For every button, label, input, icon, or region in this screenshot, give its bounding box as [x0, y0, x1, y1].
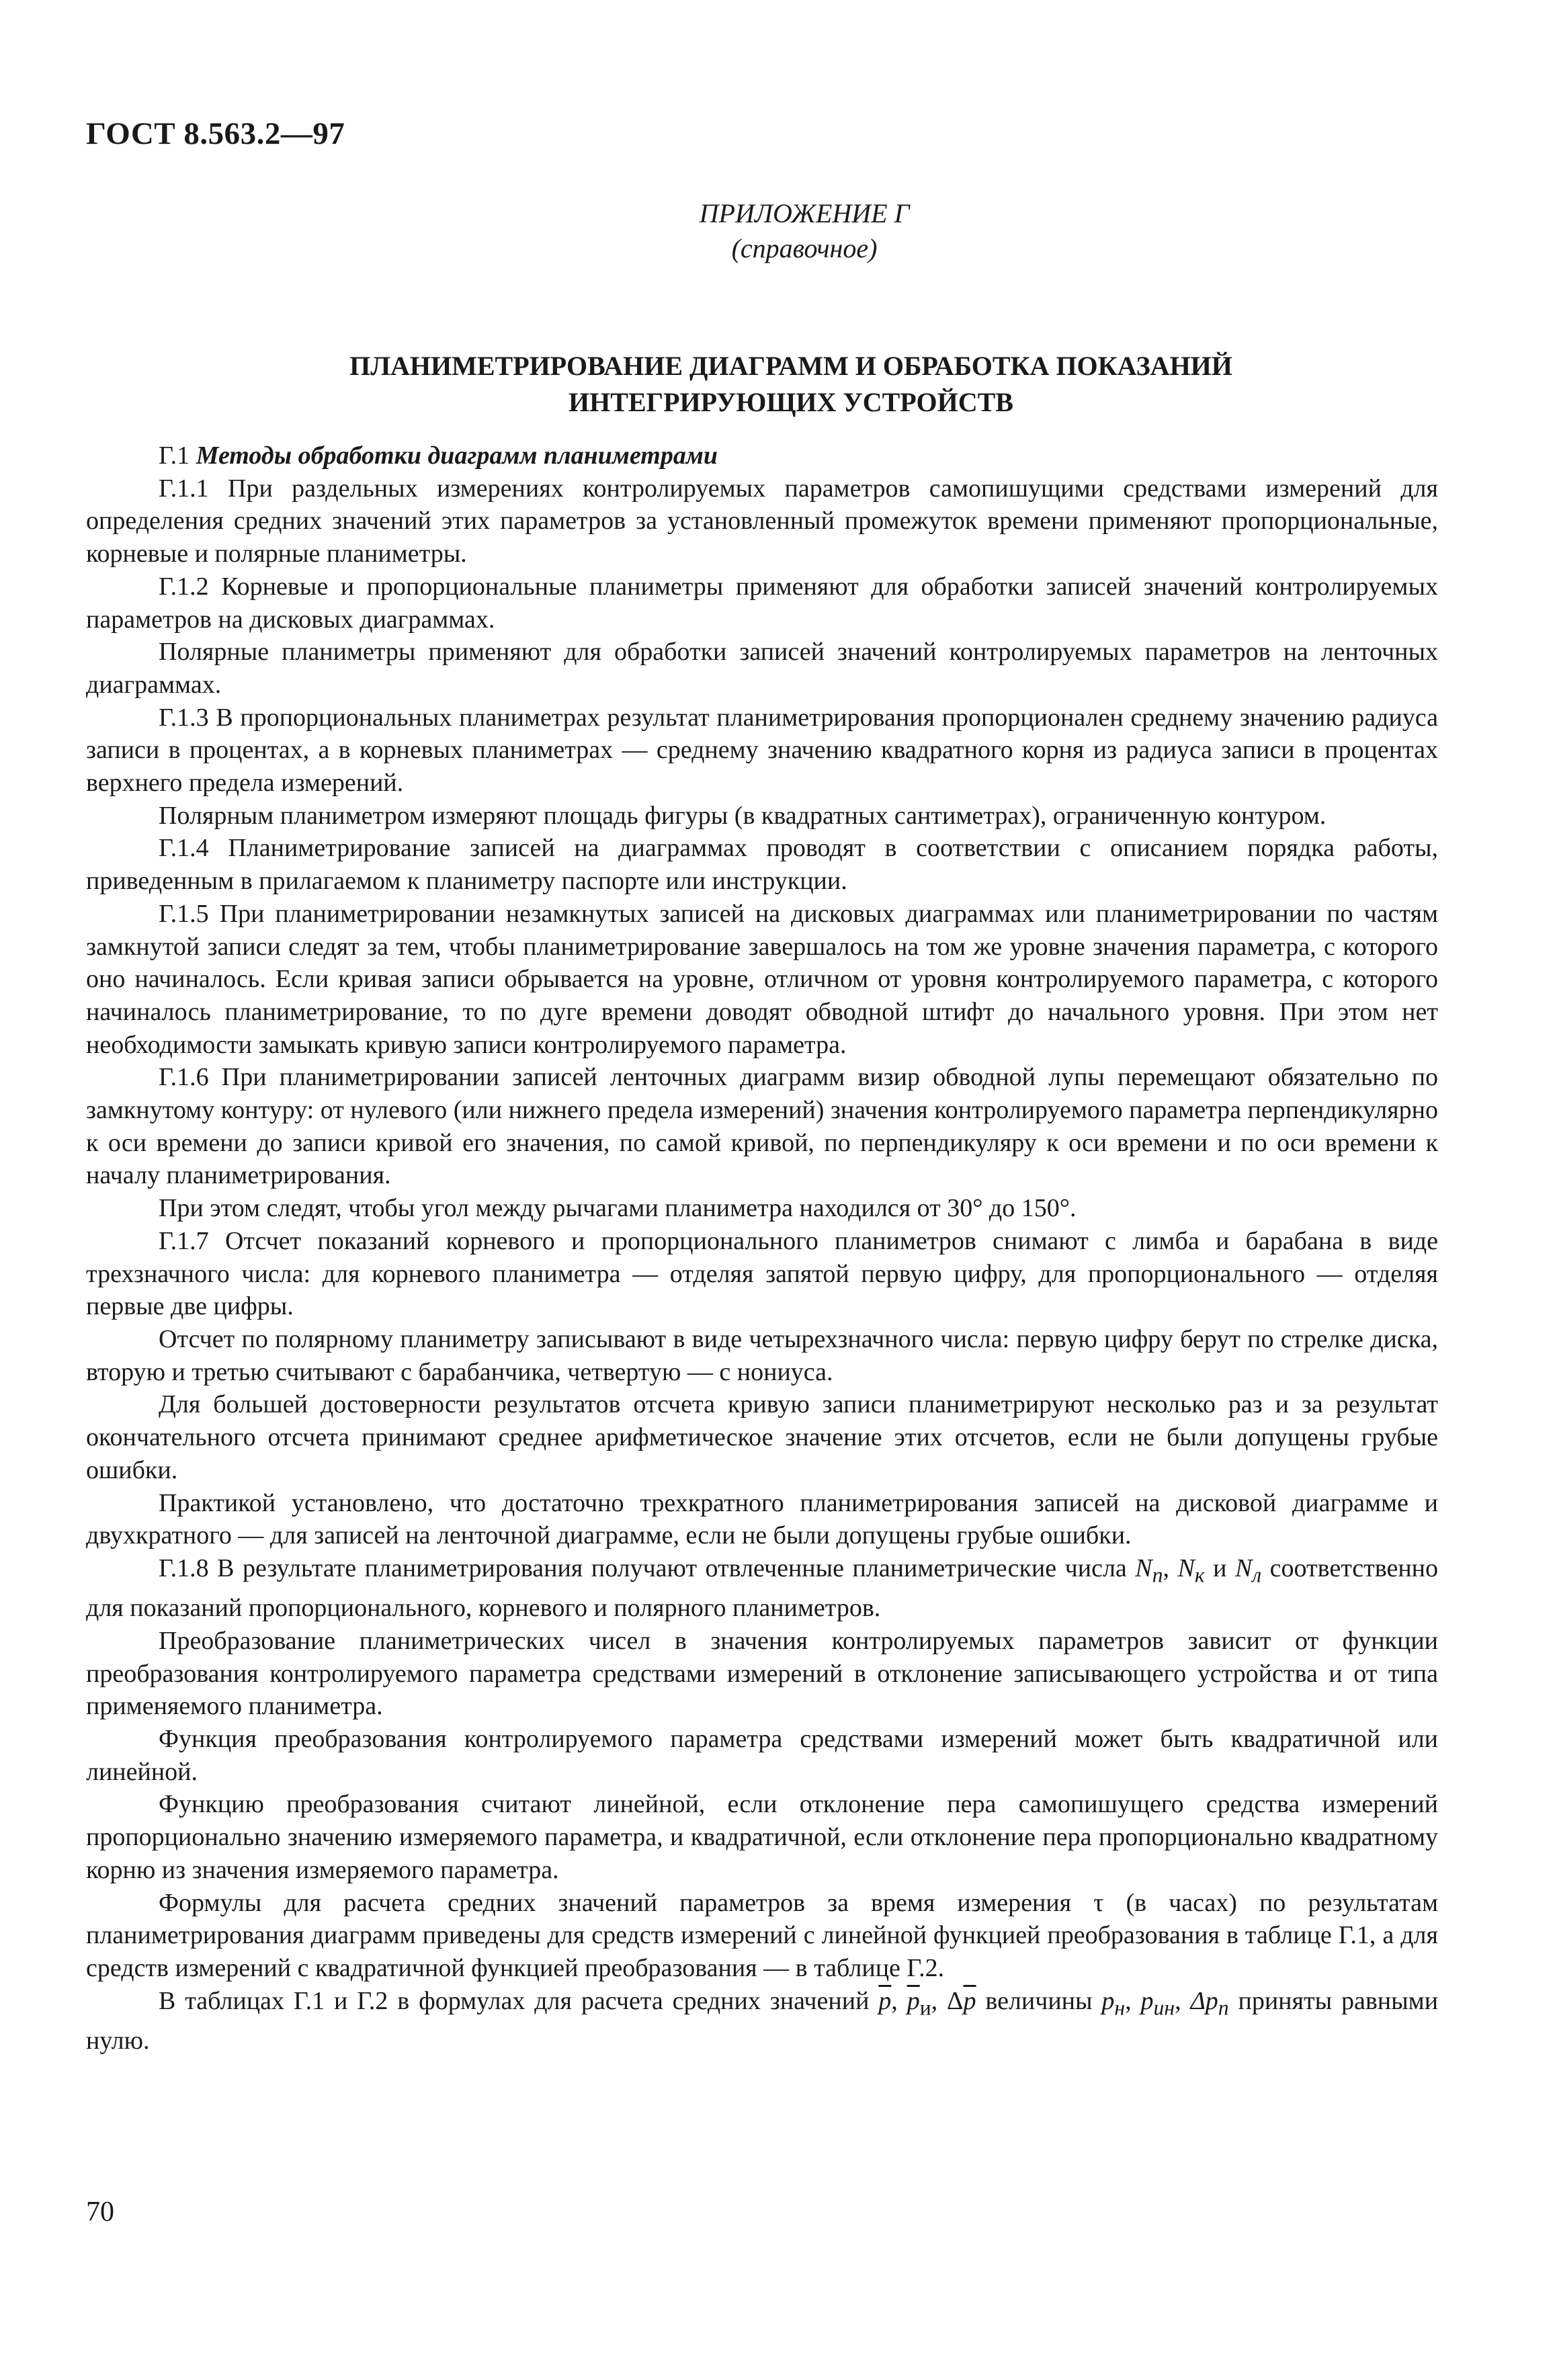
section-title: Методы обработки диаграмм планиметрами: [196, 441, 718, 470]
paragraph: Г.1.1 При раздельных измерениях контролируемых параметров самопишущими средствами измерений для определения средних значений этих параметров за установленный промежуток времени применяют пропорциональные, корневые и полярные планиметры.: [86, 474, 1438, 568]
paragraph: Г.1.6 При планиметрировании записей ленточных диаграмм визир обводной лупы перемещают обязательно по замкнутому контуру: от нулевого (или нижнего предела измерений) значения контролируемого параметра перпендикулярно к оси времени до записи кривой его значения, по самой кривой, по перпендикуляру к оси времени и по оси времени к началу планиметрирования.: [86, 1063, 1438, 1190]
section-number: Г.1: [159, 441, 190, 470]
symbol-p-bar-i: $\overline{p}$: [907, 1986, 920, 2015]
paragraph: Функция преобразования контролируемого параметра средствами измерений может быть квадратичной или линейной.: [86, 1725, 1438, 1786]
paragraph: Г.1.7 Отсчет показаний корневого и пропорционального планиметров снимают с лимба и барабана в виде трехзначного числа: для корневого планиметра — отделяя запятой первую цифру, для пропорционального — отделяя первые две цифры.: [86, 1226, 1438, 1321]
paragraph: Г.1.2 Корневые и пропорциональные планиметры применяют для обработки записей значений контролируемых параметров на дисковых диаграммах.: [86, 572, 1438, 634]
paragraph: Г.1.4 Планиметрирование записей на диаграммах проводят в соответствии с описанием порядка работы, приведенным в прилагаемом к планиметру паспорте или инструкции.: [86, 834, 1438, 896]
appendix-heading: [0, 196, 1555, 266]
appendix-label: ПРИЛОЖЕНИЕ Г: [699, 198, 910, 228]
paragraph: Г.1.5 При планиметрировании незамкнутых записей на дисковых диаграммах или планиметрировании по частям замкнутой записи следят за тем, чтобы планиметрирование завершалось на том же уровне значения параметра, с которого оно начиналось. Если кривая записи обрывается на уровне, отличном от уровня контролируемого параметра, с которого начиналось планиметрирование, то по дуге времени доводят обводной штифт до начального уровня. При этом нет необходимости замыкать кривую записи контролируемого параметра.: [86, 899, 1438, 1059]
paragraph: Практикой установлено, что достаточно трехкратного планиметрирования записей на дисковой диаграмме и двухкратного — для записей на ленточной диаграмме, если не были допущены грубые ошибки.: [86, 1488, 1438, 1550]
page-title: [0, 348, 1555, 421]
document-body: [86, 439, 1438, 2057]
symbol-delta-p-p: $\Delta p_п$: [1190, 1986, 1229, 2020]
symbol-n-p: $N_п$: [1135, 1554, 1163, 1587]
document-header: ГОСТ 8.563.2—97: [86, 116, 345, 151]
paragraph: При этом следят, чтобы угол между рычагами планиметра находился от 30° до 150°.: [159, 1194, 1077, 1223]
paragraph: Полярные планиметры применяют для обработки записей значений контролируемых параметров на ленточных диаграммах.: [86, 638, 1438, 699]
paragraph: Отсчет по полярному планиметру записывают в виде четырехзначного числа: первую цифру берут по стрелке диска, вторую и третью считывают с барабанчика, четвертую — с нониуса.: [86, 1324, 1438, 1386]
title-line-1: ПЛАНИМЕТРИРОВАНИЕ ДИАГРАММ И ОБРАБОТКА ПОКАЗАНИЙ: [349, 351, 1232, 381]
paragraph-planimetric-numbers: Г.1.8 В результате планиметрирования получают отвлеченные планиметрические числа $N_п$, $N_к$ и $N_л$ соответственно для показаний пропорционального, корневого и полярного планиметров.: [86, 1554, 1438, 1623]
symbol-n-l: $N_л$: [1234, 1554, 1262, 1587]
appendix-kind: (справочное): [731, 233, 878, 263]
paragraph: Преобразование планиметрических чисел в значения контролируемых параметров зависит от функции преобразования контролируемого параметра средствами измерений в отклонение записывающего устройства и от типа применяемого планиметра.: [86, 1626, 1438, 1721]
paragraph: Г.1.3 В пропорциональных планиметрах результат планиметрирования пропорционален среднему значению радиуса записи в процентах, а в корневых планиметрах — среднему значению квадратного корня из радиуса записи в процентах верхнего предела измерений.: [86, 703, 1438, 798]
symbol-delta: Δ: [947, 1986, 964, 2015]
symbol-delta-p-bar: $\overline{p}$: [963, 1986, 976, 2015]
paragraph: Полярным планиметром измеряют площадь фигуры (в квадратных сантиметрах), ограниченную контуром.: [159, 801, 1327, 830]
symbol-p-in: $p_{ин}$: [1140, 1986, 1175, 2020]
symbol-p-bar: $\overline{p}$: [878, 1986, 892, 2015]
paragraph: Формулы для расчета средних значений параметров за время измерения τ (в часах) по результатам планиметрирования диаграмм приведены для средств измерений с линейной функцией преобразования в таблице Г.1, а для средств измерений с квадратичной функцией преобразования — в таблице Г.2.: [86, 1888, 1438, 1982]
paragraph-mean-values: В таблицах Г.1 и Г.2 в формулах для расчета средних значений $\overline{p}$, $\overline{p}_и$, $\Delta\overline{p}$ величины $p_н$, $p_{ин}$, $\Delta p_п$ приняты равными нулю.: [86, 1986, 1439, 2055]
symbol-n-k: $N_к$: [1177, 1554, 1205, 1587]
page-number: 70: [86, 2197, 114, 2227]
symbol-p-n: $p_н$: [1101, 1986, 1126, 2020]
paragraph: Функцию преобразования считают линейной, если отклонение пера самопишущего средства измерений пропорционально значению измеряемого параметра, и квадратичной, если отклонение пера пропорционально квадратному корню из значения измеряемого параметра.: [86, 1790, 1438, 1884]
paragraph: Для большей достоверности результатов отсчета кривую записи планиметрируют несколько раз и за результат окончательного отсчета принимают среднее арифметическое значение этих отсчетов, если не были допущены грубые ошибки.: [86, 1390, 1438, 1484]
section-heading: [86, 439, 1438, 472]
title-line-2: ИНТЕГРИРУЮЩИХ УСТРОЙСТВ: [569, 387, 1013, 417]
